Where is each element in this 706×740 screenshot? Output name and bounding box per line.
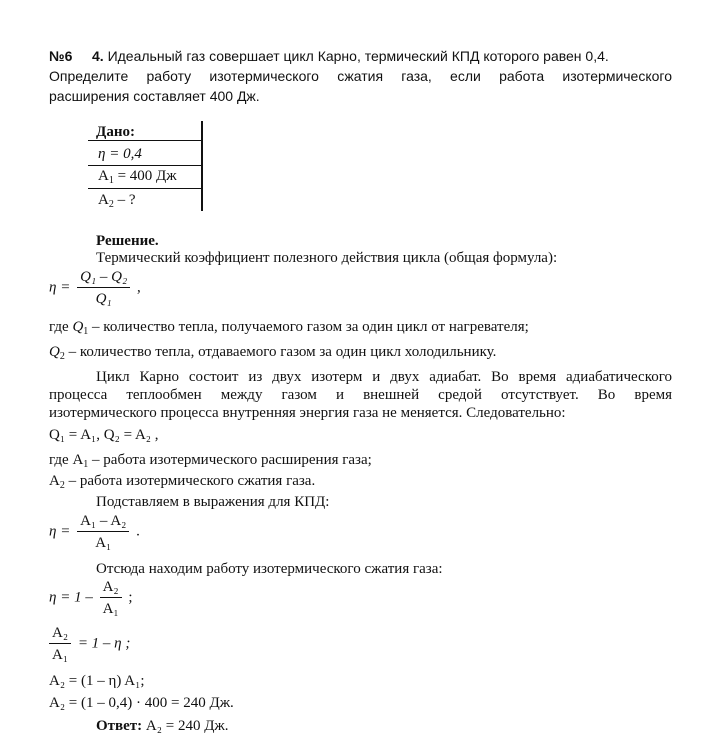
fraction: $\frac{\text{A₁ – A₂}}{\text{A₁}}$	[77, 512, 129, 552]
given-vertical-line	[201, 121, 203, 211]
problem-index: 4.	[92, 48, 104, 64]
equality-q-a: Q₁ = A₁, Q₂ = A₂ ,	[49, 427, 159, 443]
given-title: Дано:	[96, 124, 135, 140]
carnot-line-3: изотермического процесса внутренняя энергия газа не меняется. Следовательно:	[49, 405, 566, 421]
given-work-expansion: $A_1 = 400$ Дж	[98, 168, 177, 186]
a2-definition: $A_2$ – работа изотермического сжатия газа.	[49, 473, 316, 491]
formula-a2-general: A₂ = (1 – η) A₁;	[49, 673, 145, 689]
substitute-text: Подставляем в выражения для КПД:	[96, 494, 330, 510]
q1-definition: где $Q_1$ – количество тепла, получаемого газом за один цикл от нагревателя;	[49, 319, 529, 337]
answer	[96, 717, 229, 735]
given-divider-bottom	[88, 188, 201, 189]
answer-label: Ответ:	[96, 718, 143, 734]
solution-intro: Термический коэффициент полезного действия цикла (общая формула):	[96, 250, 558, 266]
carnot-line-1: Цикл Карно состоит из двух изотерм и двух адиабат. Во время адиабатического	[96, 369, 672, 385]
given-efficiency: η = 0,4	[98, 146, 142, 162]
formula-ratio: $\frac{\text{A₂}}{\text{A₁}}$ = 1 – η ;	[49, 624, 130, 664]
formula-efficiency-work: η = $\frac{\text{A₁ – A₂}}{\text{A₁}}$ .	[49, 513, 140, 551]
problem-line-3: расширения составляет 400 Дж.	[49, 88, 260, 104]
fraction: $\frac{\text{A₂}}{\text{A₁}}$	[100, 578, 122, 618]
problem-line-1	[92, 47, 672, 65]
q2-definition: $Q_2$ – количество тепла, отдаваемого газом за один цикл холодильнику.	[49, 344, 497, 362]
a1-definition: где $A_1$ – работа изотермического расширения газа;	[49, 452, 372, 470]
fraction: $\frac{\text{Q₁ – Q₂}}{\text{Q₁}}$	[77, 268, 130, 308]
problem-text-1: Идеальный газ совершает цикл Карно, термический КПД которого равен 0,4.	[107, 48, 609, 64]
given-divider-top	[88, 140, 201, 141]
solution-title: Решение.	[96, 233, 159, 249]
carnot-line-2: процесса теплообмен между газом и внешней средой отсутствует. Во время	[49, 387, 672, 403]
formula-eta-one-minus: η = 1 – $\frac{\text{A₂}}{\text{A₁}}$ ;	[49, 579, 133, 617]
answer-value: A₂ = 240 Дж.	[142, 718, 229, 734]
formula-a2-numeric: A₂ = (1 – 0,4) · 400 = 240 Дж.	[49, 695, 234, 711]
problem-line-2: Определите работу изотермического сжатия газа, если работа изотермического	[49, 68, 672, 84]
formula-efficiency-general: η = $\frac{\text{Q₁ – Q₂}}{\text{Q₁}}$ ,	[49, 269, 141, 307]
given-unknown: $A_2$ – ?	[98, 192, 136, 210]
problem-number: №6	[49, 48, 73, 64]
given-divider-mid	[88, 165, 201, 166]
hence-text: Отсюда находим работу изотермического сжатия газа:	[96, 561, 443, 577]
fraction: $\frac{\text{A₂}}{\text{A₁}}$	[49, 624, 71, 664]
